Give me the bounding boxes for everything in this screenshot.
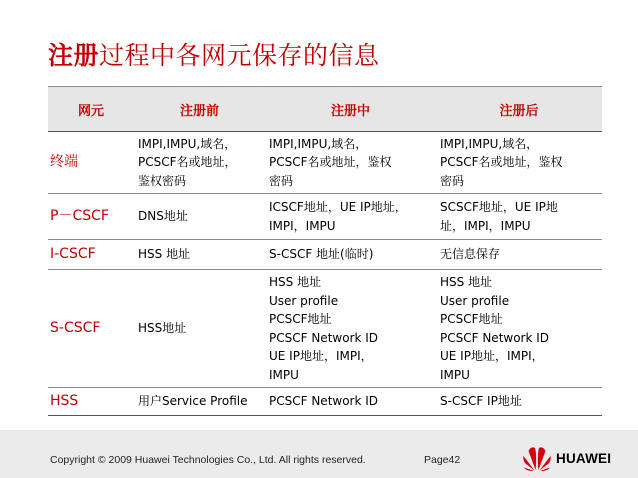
table-row xyxy=(48,240,602,270)
row-element: 终端 xyxy=(48,132,134,194)
cell-before: DNS地址 xyxy=(134,194,265,240)
table-header-row xyxy=(48,87,602,132)
registration-info-table xyxy=(48,86,602,416)
table-row xyxy=(48,270,602,388)
cell-after: S-CSCF IP地址 xyxy=(436,388,602,416)
row-element: P－CSCF xyxy=(48,194,134,240)
cell-during: IMPI,IMPU,域名， PCSCF名或地址，鉴权 密码 xyxy=(265,132,436,194)
cell-before: HSS地址 xyxy=(134,270,265,388)
cell-before: HSS 地址 xyxy=(134,240,265,270)
logo-text: HUAWEI xyxy=(556,450,612,466)
table-row xyxy=(48,132,602,194)
header-after-registration: 注册后 xyxy=(436,87,602,132)
cell-after: SCSCF地址，UE IP地 址，IMPI，IMPU xyxy=(436,194,602,240)
header-during-registration: 注册中 xyxy=(265,87,436,132)
slide-title xyxy=(48,36,380,72)
page-number: Page42 xyxy=(424,454,461,466)
huawei-logo-icon xyxy=(522,445,552,471)
header-before-registration: 注册前 xyxy=(134,87,265,132)
cell-before: IMPI,IMPU,域名， PCSCF名或地址， 鉴权密码 xyxy=(134,132,265,194)
row-element: HSS xyxy=(48,388,134,416)
slide-title-rest: 过程中各网元保存的信息 xyxy=(99,41,380,70)
slide-title-bold: 注册 xyxy=(48,41,100,70)
cell-during: PCSCF Network ID xyxy=(265,388,436,416)
copyright-text: Copyright © 2009 Huawei Technologies Co., Ltd. All rights reserved. xyxy=(50,454,366,466)
cell-before: 用户Service Profile xyxy=(134,388,265,416)
cell-after: 无信息保存 xyxy=(436,240,602,270)
table-row xyxy=(48,388,602,416)
cell-after: IMPI,IMPU,域名， PCSCF名或地址，鉴权 密码 xyxy=(436,132,602,194)
cell-during: HSS 地址 User profile PCSCF地址 PCSCF Network ID UE IP地址，IMPI， IMPU xyxy=(265,270,436,388)
huawei-logo xyxy=(522,444,632,472)
row-element: S-CSCF xyxy=(48,270,134,388)
cell-during: S-CSCF 地址(临时) xyxy=(265,240,436,270)
cell-after: HSS 地址 User profile PCSCF地址 PCSCF Network ID UE IP地址，IMPI， IMPU xyxy=(436,270,602,388)
cell-during: ICSCF地址，UE IP地址， IMPI，IMPU xyxy=(265,194,436,240)
row-element: I-CSCF xyxy=(48,240,134,270)
table-row xyxy=(48,194,602,240)
header-network-element: 网元 xyxy=(48,87,134,132)
